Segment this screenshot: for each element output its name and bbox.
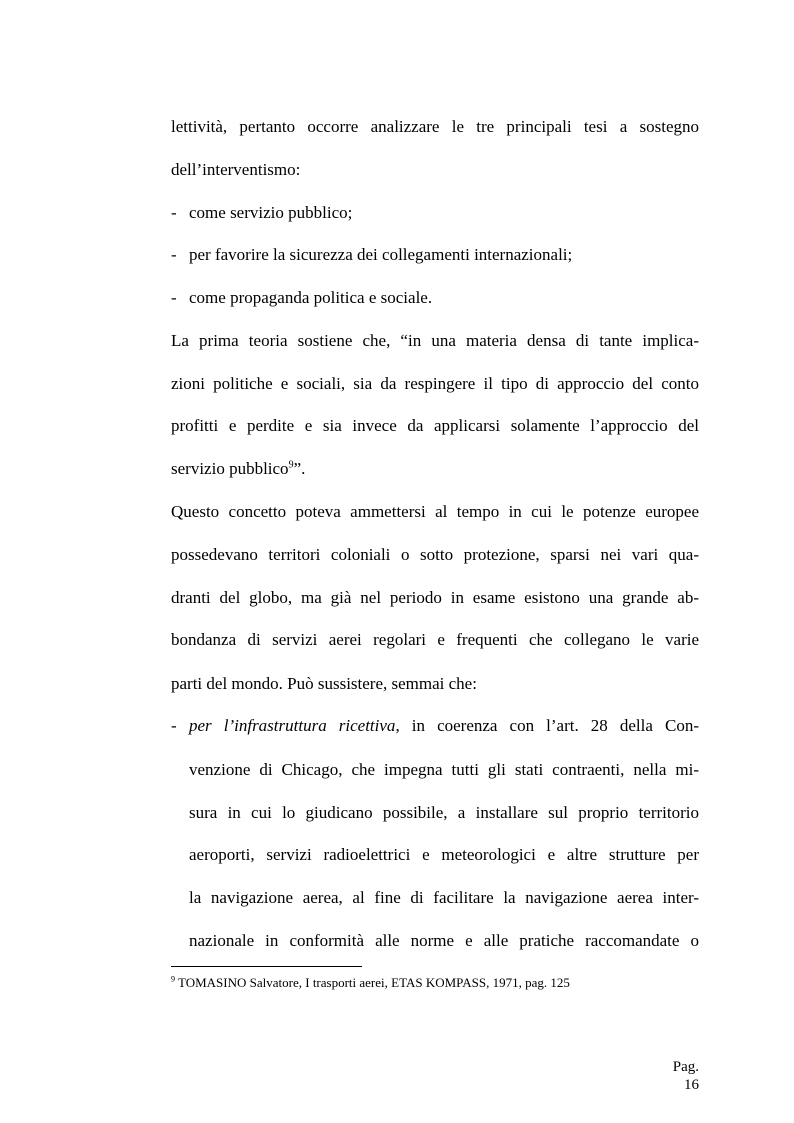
text-segment: , in coerenza con l’art. 28 della Con- (395, 716, 699, 735)
text-line: venzione di Chicago, che impegna tutti gli stati contraenti, nella mi- (189, 760, 699, 779)
footnote (171, 975, 570, 991)
text-line: La prima teoria sostiene che, “in una materia densa di tante implica- (171, 331, 699, 350)
bullet-dash: - (171, 288, 177, 307)
footnote-number: 9 (171, 974, 175, 984)
text-line: profitti e perdite e sia invece da applicarsi solamente l’approccio del (171, 416, 699, 435)
text-line: dranti del globo, ma già nel periodo in esame esistono una grande ab- (171, 588, 699, 607)
italic-text: per l’infrastruttura ricettiva (189, 716, 396, 735)
text-line: parti del mondo. Può sussistere, semmai che: (171, 674, 477, 693)
text-line: nazionale in conformità alle norme e alle pratiche raccomandate o (189, 931, 699, 950)
text-segment: ”. (293, 459, 306, 478)
page-number: Pag. 16 (672, 1059, 699, 1093)
text-line: sura in cui lo giudicano possibile, a installare sul proprio territorio (189, 803, 699, 822)
list-item (189, 716, 699, 736)
text-line: lettività, pertanto occorre analizzare le tre principali tesi a sostegno (171, 117, 699, 136)
text-line: bondanza di servizi aerei regolari e frequenti che collegano le varie (171, 630, 699, 649)
text-line (171, 459, 699, 479)
list-item: per favorire la sicurezza dei collegamenti internazionali; (189, 245, 573, 264)
footnote-text: TOMASINO Salvatore, I trasporti aerei, ETAS KOMPASS, 1971, pag. 125 (175, 975, 570, 990)
list-item: come servizio pubblico; (189, 203, 353, 222)
text-line: la navigazione aerea, al fine di facilitare la navigazione aerea inter- (189, 888, 699, 907)
list-item: come propaganda politica e sociale. (189, 288, 433, 307)
bullet-dash: - (171, 245, 177, 264)
text-line: aeroporti, servizi radioelettrici e meteorologici e altre strutture per (189, 845, 699, 864)
bullet-dash: - (171, 716, 177, 735)
footnote-separator (171, 966, 362, 967)
text-line: zioni politiche e sociali, sia da respingere il tipo di approccio del conto (171, 374, 699, 393)
footnote-ref: 9 (288, 459, 294, 471)
text-line: dell’interventismo: (171, 160, 301, 179)
text-line: Questo concetto poteva ammettersi al tempo in cui le potenze europee (171, 502, 699, 521)
text-line: possedevano territori coloniali o sotto protezione, sparsi nei vari qua- (171, 545, 699, 564)
text-segment: servizio pubblico (171, 459, 289, 478)
bullet-dash: - (171, 203, 177, 222)
